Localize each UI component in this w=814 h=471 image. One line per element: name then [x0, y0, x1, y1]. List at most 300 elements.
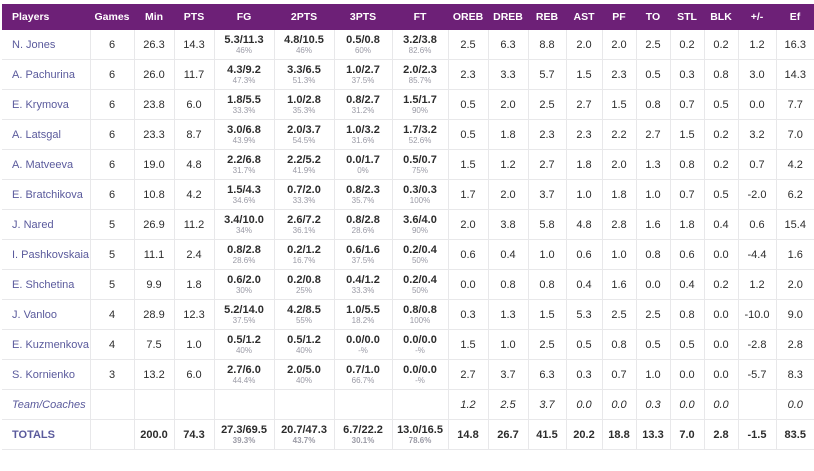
dreb-value: 2.0 [488, 90, 528, 120]
reb-value: 1.0 [528, 240, 566, 270]
pts-value: 11.7 [174, 60, 214, 90]
threepts-value-value: 0.4/1.2 [346, 273, 380, 286]
stl-value: 0.0 [670, 360, 704, 390]
player-name[interactable]: N. Jones [2, 30, 90, 60]
blk-value: 0.2 [704, 120, 738, 150]
reb-value: 2.3 [528, 120, 566, 150]
threepts-value [334, 360, 392, 390]
games-value: 6 [90, 60, 134, 90]
column-header-fg[interactable]: FG [214, 4, 274, 30]
oreb-value: 1.5 [448, 150, 488, 180]
column-header-pts[interactable]: PTS [174, 4, 214, 30]
player-name[interactable]: A. Latsgal [2, 120, 90, 150]
threepts-value [334, 270, 392, 300]
reb-value: 8.8 [528, 30, 566, 60]
twopts-value-percent: 43.7% [292, 435, 316, 445]
stl-value: 0.7 [670, 180, 704, 210]
twopts-value [274, 270, 334, 300]
ft-value [392, 330, 448, 360]
twopts-value-value: 4.8/10.5 [284, 33, 324, 46]
threepts-value-percent: 30.1% [351, 435, 375, 445]
ft-value-percent: 78.6% [408, 435, 432, 445]
to-value: 1.0 [636, 360, 670, 390]
threepts-value-percent: 33.3% [351, 285, 375, 295]
column-header-ef[interactable]: Ef [776, 4, 814, 30]
pts-value: 12.3 [174, 300, 214, 330]
oreb-value: 2.3 [448, 60, 488, 90]
reb-value: 2.7 [528, 150, 566, 180]
twopts-value-percent: 54.5% [292, 135, 316, 145]
blk-value: 0.2 [704, 270, 738, 300]
ft-value-percent: 100% [409, 195, 431, 205]
ft-value [392, 270, 448, 300]
threepts-value [334, 90, 392, 120]
fg-value [214, 150, 274, 180]
ft-value [392, 420, 448, 450]
fg-value-percent: 39.3% [232, 435, 256, 445]
ast-value: 1.0 [566, 180, 602, 210]
column-header-pf[interactable]: PF [602, 4, 636, 30]
twopts-value-percent: 41.9% [292, 165, 316, 175]
min-value: 7.5 [134, 330, 174, 360]
pf-value: 2.3 [602, 60, 636, 90]
fg-value [214, 210, 274, 240]
reb-value: 0.8 [528, 270, 566, 300]
ft-value-value: 2.0/2.3 [403, 63, 437, 76]
column-header-blk[interactable]: BLK [704, 4, 738, 30]
ft-value-value: 0.8/0.8 [403, 303, 437, 316]
fg-value [214, 420, 274, 450]
table-row [2, 240, 814, 270]
player-name[interactable]: S. Kornienko [2, 360, 90, 390]
twopts-value-percent: 25% [295, 285, 312, 295]
to-value: 0.8 [636, 90, 670, 120]
ft-value-value: 1.5/1.7 [403, 93, 437, 106]
threepts-value [334, 120, 392, 150]
stl-value: 0.7 [670, 90, 704, 120]
stl-value: 0.5 [670, 330, 704, 360]
twopts-value-percent: 36.1% [292, 225, 316, 235]
twopts-value-value: 4.2/8.5 [287, 303, 321, 316]
ft-value-percent: 75% [411, 165, 428, 175]
column-header-dreb[interactable]: DREB [488, 4, 528, 30]
table-row [2, 300, 814, 330]
ft-value-percent: 82.6% [408, 45, 432, 55]
column-header-2pts[interactable]: 2PTS [274, 4, 334, 30]
column-header-stl[interactable]: STL [670, 4, 704, 30]
fg-value-value: 5.3/11.3 [224, 33, 264, 46]
games-value: 5 [90, 240, 134, 270]
ast-value: 0.4 [566, 270, 602, 300]
column-header-ast[interactable]: AST [566, 4, 602, 30]
blk-value: 0.0 [704, 300, 738, 330]
oreb-value: 2.7 [448, 360, 488, 390]
blk-value: 0.5 [704, 90, 738, 120]
to-value: 2.5 [636, 300, 670, 330]
ft-value [392, 120, 448, 150]
ast-value: 0.6 [566, 240, 602, 270]
ft-value-percent: 85.7% [408, 75, 432, 85]
dreb-value: 0.4 [488, 240, 528, 270]
threepts-value-percent: 37.5% [351, 75, 375, 85]
pts-value: 11.2 [174, 210, 214, 240]
plus-minus-value: 1.2 [738, 30, 776, 60]
to-value: 2.5 [636, 30, 670, 60]
threepts-value-value: 1.0/5.5 [346, 303, 380, 316]
column-header-games[interactable]: Games [90, 4, 134, 30]
min-value: 13.2 [134, 360, 174, 390]
threepts-value-value: 0.6/1.6 [346, 243, 380, 256]
twopts-value-percent: 16.7% [292, 255, 316, 265]
player-name[interactable]: I. Pashkovskaia [2, 240, 90, 270]
blk-value: 0.4 [704, 210, 738, 240]
pts-value: 74.3 [174, 420, 214, 450]
threepts-value-percent: 60% [354, 45, 371, 55]
ft-value [392, 360, 448, 390]
oreb-value: 0.5 [448, 120, 488, 150]
ft-value-percent: -% [415, 345, 425, 355]
blk-value: 0.2 [704, 150, 738, 180]
table-row [2, 60, 814, 90]
pf-value: 1.0 [602, 240, 636, 270]
threepts-value-value: 0.8/2.8 [346, 213, 380, 226]
ft-value [392, 180, 448, 210]
twopts-value-value: 3.3/6.5 [287, 63, 321, 76]
column-header-reb[interactable]: REB [528, 4, 566, 30]
min-value: 23.3 [134, 120, 174, 150]
pts-value: 4.8 [174, 150, 214, 180]
oreb-value: 0.3 [448, 300, 488, 330]
ft-value [392, 390, 448, 420]
twopts-value [274, 390, 334, 420]
blk-value: 0.5 [704, 180, 738, 210]
dreb-value: 2.5 [488, 390, 528, 420]
player-name[interactable]: E. Bratchikova [2, 180, 90, 210]
pf-value: 2.0 [602, 30, 636, 60]
oreb-value: 0.5 [448, 90, 488, 120]
stl-value: 0.8 [670, 300, 704, 330]
threepts-value-value: 0.8/2.3 [346, 183, 380, 196]
ft-value-value: 3.2/3.8 [403, 33, 437, 46]
games-value: 4 [90, 330, 134, 360]
fg-value-percent: 28.6% [232, 255, 256, 265]
oreb-value: 0.6 [448, 240, 488, 270]
fg-value-value: 0.5/1.2 [227, 333, 261, 346]
ast-value: 0.0 [566, 390, 602, 420]
ef-value: 7.7 [776, 90, 814, 120]
fg-value [214, 330, 274, 360]
reb-value: 5.8 [528, 210, 566, 240]
threepts-value [334, 30, 392, 60]
player-name[interactable]: J. Nared [2, 210, 90, 240]
oreb-value: 0.0 [448, 270, 488, 300]
dreb-value: 1.2 [488, 150, 528, 180]
oreb-value: 14.8 [448, 420, 488, 450]
ast-value: 2.7 [566, 90, 602, 120]
player-stats-table [2, 4, 814, 450]
ft-value-value: 0.0/0.0 [403, 363, 437, 376]
ft-value-percent: 52.6% [408, 135, 432, 145]
column-header-min[interactable]: Min [134, 4, 174, 30]
table-row [2, 210, 814, 240]
threepts-value [334, 210, 392, 240]
dreb-value: 3.8 [488, 210, 528, 240]
dreb-value: 1.3 [488, 300, 528, 330]
pts-value: 2.4 [174, 240, 214, 270]
fg-value-value: 2.7/6.0 [227, 363, 261, 376]
twopts-value-percent: 40% [295, 375, 312, 385]
ast-value: 20.2 [566, 420, 602, 450]
min-value: 9.9 [134, 270, 174, 300]
threepts-value [334, 330, 392, 360]
ft-value-value: 13.0/16.5 [397, 423, 443, 436]
table-row [2, 120, 814, 150]
ft-value [392, 90, 448, 120]
threepts-value-value: 6.7/22.2 [343, 423, 383, 436]
plus-minus-value: 0.0 [738, 90, 776, 120]
reb-value: 1.5 [528, 300, 566, 330]
twopts-value [274, 330, 334, 360]
blk-value: 0.0 [704, 240, 738, 270]
threepts-value [334, 180, 392, 210]
totals-row [2, 420, 814, 450]
dreb-value: 1.0 [488, 330, 528, 360]
stl-value: 1.5 [670, 120, 704, 150]
ef-value: 9.0 [776, 300, 814, 330]
fg-value-percent: 31.7% [232, 165, 256, 175]
pf-value: 1.8 [602, 180, 636, 210]
threepts-value [334, 390, 392, 420]
threepts-value-percent: 37.5% [351, 255, 375, 265]
player-name[interactable]: E. Krymova [2, 90, 90, 120]
twopts-value-value: 2.0/5.0 [287, 363, 321, 376]
ef-value: 16.3 [776, 30, 814, 60]
stl-value: 7.0 [670, 420, 704, 450]
fg-value-percent: 30% [235, 285, 252, 295]
reb-value: 5.7 [528, 60, 566, 90]
twopts-value [274, 210, 334, 240]
min-value: 200.0 [134, 420, 174, 450]
twopts-value-value: 0.2/0.8 [287, 273, 321, 286]
threepts-value-value: 0.7/1.0 [346, 363, 380, 376]
threepts-value-percent: 18.2% [351, 315, 375, 325]
player-name[interactable]: E. Shchetina [2, 270, 90, 300]
plus-minus-value: -10.0 [738, 300, 776, 330]
reb-value: 2.5 [528, 330, 566, 360]
player-name[interactable]: A. Matveeva [2, 150, 90, 180]
plus-minus-value: 3.0 [738, 60, 776, 90]
ft-value-value: 0.2/0.4 [403, 243, 437, 256]
to-value: 2.7 [636, 120, 670, 150]
fg-value-value: 0.8/2.8 [227, 243, 261, 256]
ef-value: 6.2 [776, 180, 814, 210]
fg-value-percent: 37.5% [232, 315, 256, 325]
ast-value: 4.8 [566, 210, 602, 240]
fg-value-percent: 46% [235, 45, 252, 55]
oreb-value: 2.0 [448, 210, 488, 240]
pf-value: 0.7 [602, 360, 636, 390]
ft-value [392, 150, 448, 180]
ft-value-value: 0.5/0.7 [403, 153, 437, 166]
dreb-value: 3.3 [488, 60, 528, 90]
threepts-value [334, 420, 392, 450]
pts-value: 1.8 [174, 270, 214, 300]
min-value: 26.0 [134, 60, 174, 90]
pts-value [174, 390, 214, 420]
games-value: 4 [90, 300, 134, 330]
fg-value [214, 300, 274, 330]
pts-value: 1.0 [174, 330, 214, 360]
threepts-value-percent: 28.6% [351, 225, 375, 235]
twopts-value [274, 90, 334, 120]
ft-value-percent: 100% [409, 315, 431, 325]
ft-value-percent: 90% [411, 225, 428, 235]
threepts-value-value: 0.5/0.8 [346, 33, 380, 46]
twopts-value-percent: 55% [295, 315, 312, 325]
min-value: 28.9 [134, 300, 174, 330]
games-value: 5 [90, 270, 134, 300]
dreb-value: 2.0 [488, 180, 528, 210]
plus-minus-value: 0.7 [738, 150, 776, 180]
reb-value: 2.5 [528, 90, 566, 120]
ast-value: 1.5 [566, 60, 602, 90]
fg-value-value: 0.6/2.0 [227, 273, 261, 286]
twopts-value-value: 0.7/2.0 [287, 183, 321, 196]
twopts-value-value: 0.5/1.2 [287, 333, 321, 346]
min-value: 26.3 [134, 30, 174, 60]
dreb-value: 1.8 [488, 120, 528, 150]
reb-value: 6.3 [528, 360, 566, 390]
ef-value: 2.0 [776, 270, 814, 300]
to-value: 1.3 [636, 150, 670, 180]
pts-value: 14.3 [174, 30, 214, 60]
twopts-value [274, 30, 334, 60]
threepts-value-percent: 35.7% [351, 195, 375, 205]
ef-value: 0.0 [776, 390, 814, 420]
fg-value-value: 27.3/69.5 [221, 423, 267, 436]
column-header-plus-minus[interactable]: +/- [738, 4, 776, 30]
games-value [90, 390, 134, 420]
min-value: 23.8 [134, 90, 174, 120]
column-header-players[interactable]: Players [2, 4, 90, 30]
ft-value [392, 30, 448, 60]
reb-value: 3.7 [528, 390, 566, 420]
fg-value [214, 120, 274, 150]
player-name[interactable]: A. Pachurina [2, 60, 90, 90]
blk-value: 0.2 [704, 30, 738, 60]
table-row [2, 90, 814, 120]
stl-value: 0.3 [670, 60, 704, 90]
header-row [2, 4, 814, 30]
dreb-value: 3.7 [488, 360, 528, 390]
oreb-value: 1.2 [448, 390, 488, 420]
fg-value [214, 30, 274, 60]
games-value: 6 [90, 30, 134, 60]
threepts-value [334, 60, 392, 90]
blk-value: 0.8 [704, 60, 738, 90]
twopts-value-percent: 35.3% [292, 105, 316, 115]
pf-value: 18.8 [602, 420, 636, 450]
oreb-value: 2.5 [448, 30, 488, 60]
fg-value [214, 180, 274, 210]
threepts-value-value: 0.0/0.0 [346, 333, 380, 346]
pf-value: 1.5 [602, 90, 636, 120]
ef-value: 83.5 [776, 420, 814, 450]
table-body [2, 30, 814, 450]
twopts-value-percent: 51.3% [292, 75, 316, 85]
min-value: 26.9 [134, 210, 174, 240]
ef-value: 8.3 [776, 360, 814, 390]
player-name: Team/Coaches [2, 390, 90, 420]
plus-minus-value: -2.0 [738, 180, 776, 210]
ft-value-value: 1.7/3.2 [403, 123, 437, 136]
blk-value: 0.0 [704, 330, 738, 360]
fg-value [214, 240, 274, 270]
column-header-oreb[interactable]: OREB [448, 4, 488, 30]
ast-value: 5.3 [566, 300, 602, 330]
fg-value-percent: 33.3% [232, 105, 256, 115]
min-value [134, 390, 174, 420]
fg-value-value: 3.4/10.0 [224, 213, 264, 226]
fg-value-value: 1.8/5.5 [227, 93, 261, 106]
twopts-value-value: 1.0/2.8 [287, 93, 321, 106]
stl-value: 0.4 [670, 270, 704, 300]
stl-value: 0.2 [670, 30, 704, 60]
ef-value: 2.8 [776, 330, 814, 360]
fg-value-percent: 43.9% [232, 135, 256, 145]
ft-value-percent: -% [415, 375, 425, 385]
player-name[interactable]: E. Kuzmenkova [2, 330, 90, 360]
to-value: 13.3 [636, 420, 670, 450]
pts-value: 8.7 [174, 120, 214, 150]
ast-value: 0.3 [566, 360, 602, 390]
threepts-value-value: 0.8/2.7 [346, 93, 380, 106]
stl-value: 0.0 [670, 390, 704, 420]
min-value: 11.1 [134, 240, 174, 270]
fg-value [214, 390, 274, 420]
ft-value-value: 3.6/4.0 [403, 213, 437, 226]
ef-value: 4.2 [776, 150, 814, 180]
to-value: 0.5 [636, 330, 670, 360]
games-value [90, 420, 134, 450]
column-header-ft[interactable]: FT [392, 4, 448, 30]
player-name[interactable]: J. Vanloo [2, 300, 90, 330]
table-row [2, 360, 814, 390]
twopts-value [274, 420, 334, 450]
ef-value: 15.4 [776, 210, 814, 240]
blk-value: 0.0 [704, 360, 738, 390]
fg-value-value: 4.3/9.2 [227, 63, 261, 76]
ef-value: 1.6 [776, 240, 814, 270]
stl-value: 0.8 [670, 150, 704, 180]
fg-value-percent: 34.6% [232, 195, 256, 205]
threepts-value-percent: 66.7% [351, 375, 375, 385]
plus-minus-value: -2.8 [738, 330, 776, 360]
column-header-3pts[interactable]: 3PTS [334, 4, 392, 30]
player-name: TOTALS [2, 420, 90, 450]
pf-value: 0.8 [602, 330, 636, 360]
pf-value: 2.5 [602, 300, 636, 330]
stl-value: 1.8 [670, 210, 704, 240]
fg-value-value: 2.2/6.8 [227, 153, 261, 166]
fg-value-value: 1.5/4.3 [227, 183, 261, 196]
ft-value-value: 0.0/0.0 [403, 333, 437, 346]
plus-minus-value: -1.5 [738, 420, 776, 450]
pf-value: 0.0 [602, 390, 636, 420]
dreb-value: 0.8 [488, 270, 528, 300]
column-header-to[interactable]: TO [636, 4, 670, 30]
pf-value: 2.8 [602, 210, 636, 240]
